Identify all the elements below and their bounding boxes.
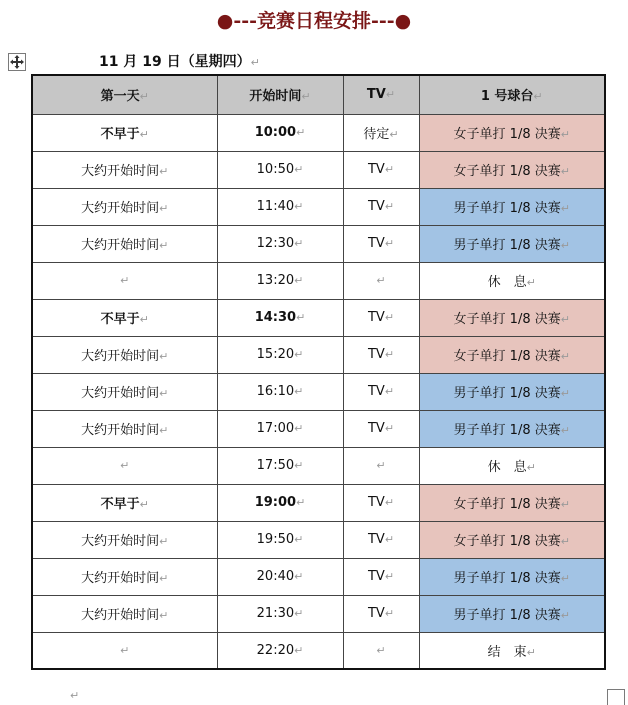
start-time-cell-text: 19:00 <box>254 495 297 510</box>
start-time-cell[interactable] <box>217 299 343 336</box>
cell-end-mark: ↵ <box>376 643 386 657</box>
cell-end-mark: ↵ <box>384 348 395 361</box>
day-cell-text: 大约开始时间 <box>81 201 160 216</box>
day-cell-text: 不早于 <box>100 497 140 512</box>
day-cell[interactable] <box>32 410 217 447</box>
start-time-cell[interactable] <box>217 114 343 151</box>
cell-end-mark: ↵ <box>384 607 395 620</box>
tv-cell[interactable] <box>343 336 419 373</box>
table-row <box>32 558 605 595</box>
event-cell-text: 男子单打 1/8 决赛 <box>453 423 561 438</box>
table-row <box>32 373 605 410</box>
event-cell[interactable] <box>419 595 605 632</box>
start-time-cell-text: 12:30 <box>256 236 295 251</box>
start-time-cell-text: 16:10 <box>256 384 295 399</box>
tv-cell[interactable] <box>343 225 419 262</box>
event-cell[interactable] <box>419 114 605 151</box>
table-row <box>32 410 605 447</box>
cell-end-mark: ↵ <box>384 533 395 546</box>
start-time-cell-text: 22:20 <box>256 642 295 658</box>
cell-end-mark: ↵ <box>384 237 395 250</box>
event-cell[interactable] <box>419 225 605 262</box>
event-cell-text: 休 息 <box>487 460 527 475</box>
cell-end-mark: ↵ <box>560 128 570 141</box>
event-cell-text: 男子单打 1/8 决赛 <box>453 571 561 586</box>
cell-end-mark: ↵ <box>296 496 306 509</box>
cell-end-mark: ↵ <box>294 385 304 398</box>
tv-cell[interactable] <box>343 114 419 151</box>
start-time-cell-text: 19:50 <box>256 532 295 547</box>
header-table-1[interactable]: 1 号球台↵ <box>419 75 605 114</box>
day-cell-text: 大约开始时间 <box>81 608 160 623</box>
cell-end-mark: ↵ <box>294 274 304 287</box>
event-cell-text: 女子单打 1/8 决赛 <box>453 534 561 549</box>
cell-end-mark: ↵ <box>159 424 169 437</box>
start-time-cell[interactable] <box>217 262 343 299</box>
header-day[interactable]: 第一天↵ <box>32 75 217 114</box>
start-time-cell-text: 14:30 <box>254 310 297 325</box>
cell-end-mark: ↵ <box>159 572 169 585</box>
event-cell-text: 男子单打 1/8 决赛 <box>453 238 561 253</box>
table-row <box>32 151 605 188</box>
event-cell[interactable] <box>419 558 605 595</box>
table-row <box>32 521 605 558</box>
table-resize-handle[interactable] <box>607 689 625 705</box>
start-time-cell[interactable] <box>217 447 343 484</box>
cell-end-mark: ↵ <box>560 535 570 548</box>
cell-end-mark: ↵ <box>294 163 304 176</box>
tv-cell-text: TV <box>367 199 385 214</box>
start-time-cell-text: 20:40 <box>256 569 295 584</box>
day-cell-text: 大约开始时间 <box>81 423 160 438</box>
start-time-cell[interactable] <box>217 521 343 558</box>
cell-end-mark: ↵ <box>120 274 130 287</box>
cell-end-mark: ↵ <box>294 533 304 546</box>
cell-end-mark: ↵ <box>294 570 304 583</box>
cell-end-mark: ↵ <box>294 237 304 250</box>
tv-cell-text: TV <box>367 310 385 325</box>
start-time-cell-text: 17:00 <box>256 421 295 436</box>
cell-end-mark: ↵ <box>526 276 536 289</box>
tv-cell-text: TV <box>367 162 385 177</box>
day-cell[interactable] <box>32 188 217 225</box>
start-time-cell[interactable] <box>217 336 343 373</box>
tv-cell-text: TV <box>367 384 385 399</box>
cell-end-mark: ↵ <box>560 424 570 437</box>
tv-cell[interactable] <box>343 262 419 299</box>
event-cell[interactable] <box>419 410 605 447</box>
cell-end-mark: ↵ <box>159 387 169 400</box>
day-cell[interactable] <box>32 262 217 299</box>
cell-end-mark: ↵ <box>560 202 570 215</box>
tv-cell-text: TV <box>367 347 385 362</box>
start-time-cell-text: 21:30 <box>256 606 295 621</box>
event-cell[interactable] <box>419 447 605 484</box>
cell-end-mark: ↵ <box>376 459 386 472</box>
tv-cell[interactable] <box>343 151 419 188</box>
cell-end-mark: ↵ <box>294 348 304 361</box>
table-row <box>32 336 605 373</box>
event-cell-text: 休 息 <box>487 275 527 290</box>
cell-end-mark: ↵ <box>296 311 306 324</box>
start-time-cell-text: 10:00 <box>254 125 297 140</box>
cell-end-mark: ↵ <box>139 128 149 141</box>
table-row <box>32 632 605 669</box>
day-cell[interactable] <box>32 484 217 521</box>
tv-cell-text: TV <box>367 236 385 251</box>
cell-end-mark: ↵ <box>384 385 395 398</box>
day-cell[interactable] <box>32 225 217 262</box>
cell-end-mark: ↵ <box>384 570 395 583</box>
cell-end-mark: ↵ <box>384 200 395 213</box>
event-cell-text: 女子单打 1/8 决赛 <box>453 497 561 512</box>
date-label: 11 月 19 日（星期四）↵ <box>99 54 260 70</box>
tv-cell-text: TV <box>367 421 385 436</box>
event-cell[interactable] <box>419 632 605 669</box>
cell-end-mark: ↵ <box>139 313 149 326</box>
cell-end-mark: ↵ <box>560 350 570 363</box>
header-start-time[interactable]: 开始时间↵ <box>217 75 343 114</box>
cell-end-mark: ↵ <box>526 645 536 659</box>
event-cell-text: 结 束 <box>487 644 527 660</box>
day-cell-text: 大约开始时间 <box>81 238 160 253</box>
cell-end-mark: ↵ <box>560 572 570 585</box>
event-cell[interactable] <box>419 188 605 225</box>
event-cell[interactable] <box>419 299 605 336</box>
day-cell-text: 大约开始时间 <box>81 164 160 179</box>
table-row <box>32 225 605 262</box>
event-cell-text: 女子单打 1/8 决赛 <box>453 127 561 142</box>
table-row <box>32 595 605 632</box>
table-move-handle-icon[interactable] <box>8 53 26 71</box>
cell-end-mark: ↵ <box>294 422 304 435</box>
event-cell-text: 男子单打 1/8 决赛 <box>453 201 561 216</box>
cell-end-mark: ↵ <box>389 128 399 141</box>
start-time-cell[interactable] <box>217 558 343 595</box>
cell-end-mark: ↵ <box>560 165 570 178</box>
cell-end-mark: ↵ <box>560 609 570 622</box>
event-cell-text: 男子单打 1/8 决赛 <box>453 386 561 401</box>
cell-end-mark: ↵ <box>159 609 169 622</box>
table-row <box>32 484 605 521</box>
cell-end-mark: ↵ <box>159 202 169 215</box>
cell-end-mark: ↵ <box>294 200 304 213</box>
tv-cell[interactable] <box>343 595 419 632</box>
cell-end-mark: ↵ <box>159 165 169 178</box>
day-cell[interactable] <box>32 632 217 669</box>
tv-cell[interactable] <box>343 188 419 225</box>
event-cell-text: 男子单打 1/8 决赛 <box>453 608 561 623</box>
cell-end-mark: ↵ <box>120 643 130 657</box>
cell-end-mark: ↵ <box>120 459 130 472</box>
start-time-cell-text: 15:20 <box>256 347 295 362</box>
cell-end-mark: ↵ <box>294 643 304 657</box>
cell-end-mark: ↵ <box>384 163 395 176</box>
start-time-cell[interactable] <box>217 225 343 262</box>
tv-cell[interactable] <box>343 632 419 669</box>
event-cell[interactable] <box>419 336 605 373</box>
event-cell-text: 女子单打 1/8 决赛 <box>453 312 561 327</box>
tv-cell-text: TV <box>367 532 385 547</box>
cell-end-mark: ↵ <box>294 459 304 472</box>
cell-end-mark: ↵ <box>560 239 570 252</box>
start-time-cell[interactable] <box>217 410 343 447</box>
cell-end-mark: ↵ <box>294 607 304 620</box>
cell-end-mark: ↵ <box>139 498 149 511</box>
start-time-cell[interactable] <box>217 595 343 632</box>
start-time-cell[interactable] <box>217 151 343 188</box>
tv-cell[interactable] <box>343 558 419 595</box>
tv-cell[interactable] <box>343 410 419 447</box>
start-time-cell[interactable] <box>217 632 343 669</box>
day-cell[interactable] <box>32 558 217 595</box>
start-time-cell[interactable] <box>217 373 343 410</box>
cell-end-mark: ↵ <box>384 496 395 509</box>
cell-end-mark: ↵ <box>296 126 306 139</box>
cell-end-mark: ↵ <box>560 498 570 511</box>
table-row <box>32 262 605 299</box>
table-header-row <box>32 75 605 114</box>
day-cell[interactable] <box>32 336 217 373</box>
cell-end-mark: ↵ <box>376 274 386 287</box>
tv-cell-text: TV <box>367 495 385 510</box>
day-cell-text: 大约开始时间 <box>81 349 160 364</box>
tv-cell[interactable] <box>343 484 419 521</box>
event-cell-text: 女子单打 1/8 决赛 <box>453 349 561 364</box>
day-cell-text: 不早于 <box>100 127 140 142</box>
cell-end-mark: ↵ <box>159 350 169 363</box>
start-time-cell-text: 10:50 <box>256 162 295 177</box>
event-cell[interactable] <box>419 262 605 299</box>
event-cell[interactable] <box>419 373 605 410</box>
day-cell[interactable] <box>32 595 217 632</box>
table-row <box>32 114 605 151</box>
tv-cell[interactable] <box>343 373 419 410</box>
cell-end-mark: ↵ <box>560 387 570 400</box>
event-cell-text: 女子单打 1/8 决赛 <box>453 164 561 179</box>
day-cell-text: 不早于 <box>100 312 140 327</box>
cell-end-mark: ↵ <box>384 422 395 435</box>
start-time-cell-text: 11:40 <box>256 199 295 214</box>
paragraph-mark: ↵ <box>70 689 80 702</box>
cell-end-mark: ↵ <box>159 535 169 548</box>
tv-cell[interactable] <box>343 447 419 484</box>
schedule-table <box>31 74 606 670</box>
start-time-cell-text: 17:50 <box>256 458 295 473</box>
tv-cell[interactable] <box>343 299 419 336</box>
day-cell[interactable] <box>32 299 217 336</box>
day-cell[interactable] <box>32 447 217 484</box>
cell-end-mark: ↵ <box>560 313 570 326</box>
day-cell[interactable] <box>32 373 217 410</box>
event-cell[interactable] <box>419 151 605 188</box>
day-cell[interactable] <box>32 521 217 558</box>
day-cell-text: 大约开始时间 <box>81 386 160 401</box>
tv-cell-text: TV <box>367 606 385 621</box>
tv-cell[interactable] <box>343 521 419 558</box>
tv-cell-text: TV <box>367 569 385 584</box>
start-time-cell[interactable] <box>217 188 343 225</box>
day-cell-text: 大约开始时间 <box>81 571 160 586</box>
day-cell-text: 大约开始时间 <box>81 534 160 549</box>
table-row <box>32 447 605 484</box>
day-cell[interactable] <box>32 114 217 151</box>
event-cell[interactable] <box>419 521 605 558</box>
event-cell[interactable] <box>419 484 605 521</box>
cell-end-mark: ↵ <box>384 311 395 324</box>
header-tv[interactable]: TV↵ <box>343 75 419 114</box>
day-cell[interactable] <box>32 151 217 188</box>
cell-end-mark: ↵ <box>526 461 536 474</box>
document-title: ●---竞赛日程安排---● <box>216 10 412 32</box>
table-row <box>32 299 605 336</box>
tv-cell-text: 待定 <box>363 127 390 142</box>
start-time-cell-text: 13:20 <box>256 273 295 288</box>
start-time-cell[interactable] <box>217 484 343 521</box>
table-row <box>32 188 605 225</box>
cell-end-mark: ↵ <box>159 239 169 252</box>
